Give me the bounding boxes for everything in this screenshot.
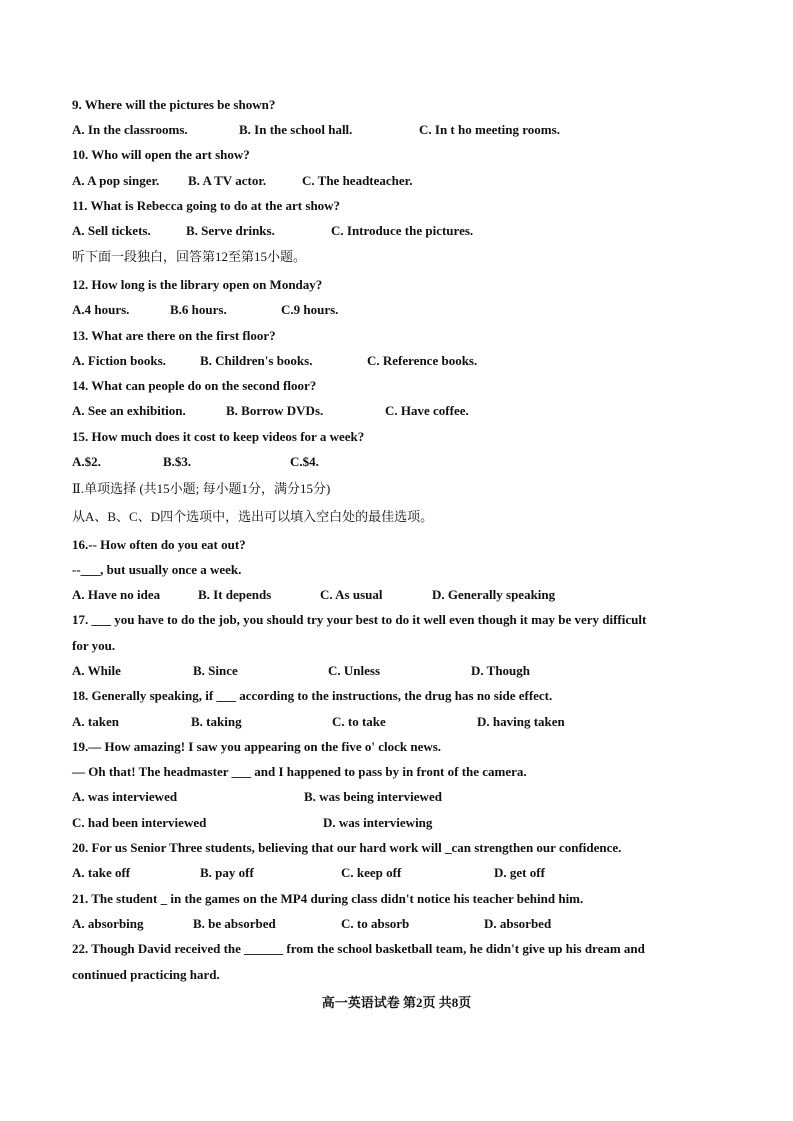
option: B. Serve drinks. — [186, 223, 275, 238]
question-stem-continued: for you. — [72, 638, 116, 653]
option: C. Reference books. — [367, 353, 478, 368]
question-stem: 11. What is Rebecca going to do at the art show? — [72, 198, 341, 213]
option: B. was being interviewed — [304, 789, 442, 804]
option: C. to absorb — [341, 916, 410, 931]
option: C. to take — [332, 714, 386, 729]
question-stem: 13. What are there on the first floor? — [72, 328, 276, 343]
option: C. As usual — [320, 587, 383, 602]
option: B. be absorbed — [193, 916, 276, 931]
option: A. absorbing — [72, 916, 144, 931]
option: B. Children's books. — [200, 353, 313, 368]
option: B. pay off — [200, 865, 254, 880]
option: C. Have coffee. — [385, 403, 469, 418]
question-stem: 21. The student _ in the games on the MP4 during class didn't notice his teacher behind him. — [72, 891, 584, 906]
option: D. was interviewing — [323, 815, 433, 830]
option: C. In t ho meeting rooms. — [419, 122, 560, 137]
option: A. In the classrooms. — [72, 122, 188, 137]
option: B. Since — [193, 663, 238, 678]
option: C. The headteacher. — [302, 173, 413, 188]
option: C. Unless — [328, 663, 381, 678]
option: C.$4. — [290, 454, 319, 469]
option: A. While — [72, 663, 121, 678]
option: A. taken — [72, 714, 119, 729]
option: A. A pop singer. — [72, 173, 160, 188]
question-stem: 20. For us Senior Three students, believing that our hard work will _can strengthen our confidence. — [72, 840, 622, 855]
option: B.6 hours. — [170, 302, 227, 317]
option: C. keep off — [341, 865, 402, 880]
question-stem: 19.— How amazing! I saw you appearing on the five o' clock news. — [72, 739, 442, 754]
option: A. See an exhibition. — [72, 403, 186, 418]
option: B. Borrow DVDs. — [226, 403, 324, 418]
option: A. Fiction books. — [72, 353, 166, 368]
option: D. having taken — [477, 714, 565, 729]
option: D. Generally speaking — [432, 587, 556, 602]
option: A. Have no idea — [72, 587, 161, 602]
option: C. had been interviewed — [72, 815, 207, 830]
option: D. absorbed — [484, 916, 552, 931]
option: C. Introduce the pictures. — [331, 223, 474, 238]
option: B. In the school hall. — [239, 122, 353, 137]
option: A.4 hours. — [72, 302, 130, 317]
question-stem: 18. Generally speaking, if ___ according to the instructions, the drug has no side effect. — [72, 688, 553, 703]
option: B. taking — [191, 714, 242, 729]
option: A. was interviewed — [72, 789, 178, 804]
option: B. A TV actor. — [188, 173, 267, 188]
question-stem: 10. Who will open the art show? — [72, 147, 250, 162]
question-stem: 12. How long is the library open on Monday? — [72, 277, 323, 292]
option: A. take off — [72, 865, 131, 880]
question-stem: 17. ___ you have to do the job, you should try your best to do it well even though it may be very difficult — [72, 612, 647, 627]
question-stem-continued: — Oh that! The headmaster ___ and I happened to pass by in front of the camera. — [72, 764, 527, 779]
option: C.9 hours. — [281, 302, 339, 317]
option: B.$3. — [163, 454, 192, 469]
option: D. Though — [471, 663, 531, 678]
option: B. It depends — [198, 587, 272, 602]
question-stem-continued: continued practicing hard. — [72, 967, 220, 982]
question-stem-continued: --___, but usually once a week. — [72, 562, 242, 577]
question-stem: 16.-- How often do you eat out? — [72, 537, 246, 552]
option: D. get off — [494, 865, 545, 880]
question-stem: 15. How much does it cost to keep videos for a week? — [72, 429, 365, 444]
question-stem: 22. Though David received the ______ from the school basketball team, he didn't give up his dream and — [72, 941, 645, 956]
section-instruction: 听下面一段独白，回答第12至第15小题。 — [72, 249, 307, 264]
page-footer: 高一英语试卷 第2页 共8页 — [321, 995, 472, 1010]
option: A.$2. — [72, 454, 101, 469]
section-title: Ⅱ.单项选择 (共15小题; 每小题1分，满分15分) — [72, 481, 331, 496]
question-stem: 9. Where will the pictures be shown? — [72, 97, 276, 112]
question-stem: 14. What can people do on the second floor? — [72, 378, 317, 393]
section-instruction: 从A、B、C、D四个选项中，选出可以填入空白处的最佳选项。 — [72, 509, 434, 524]
option: A. Sell tickets. — [72, 223, 151, 238]
